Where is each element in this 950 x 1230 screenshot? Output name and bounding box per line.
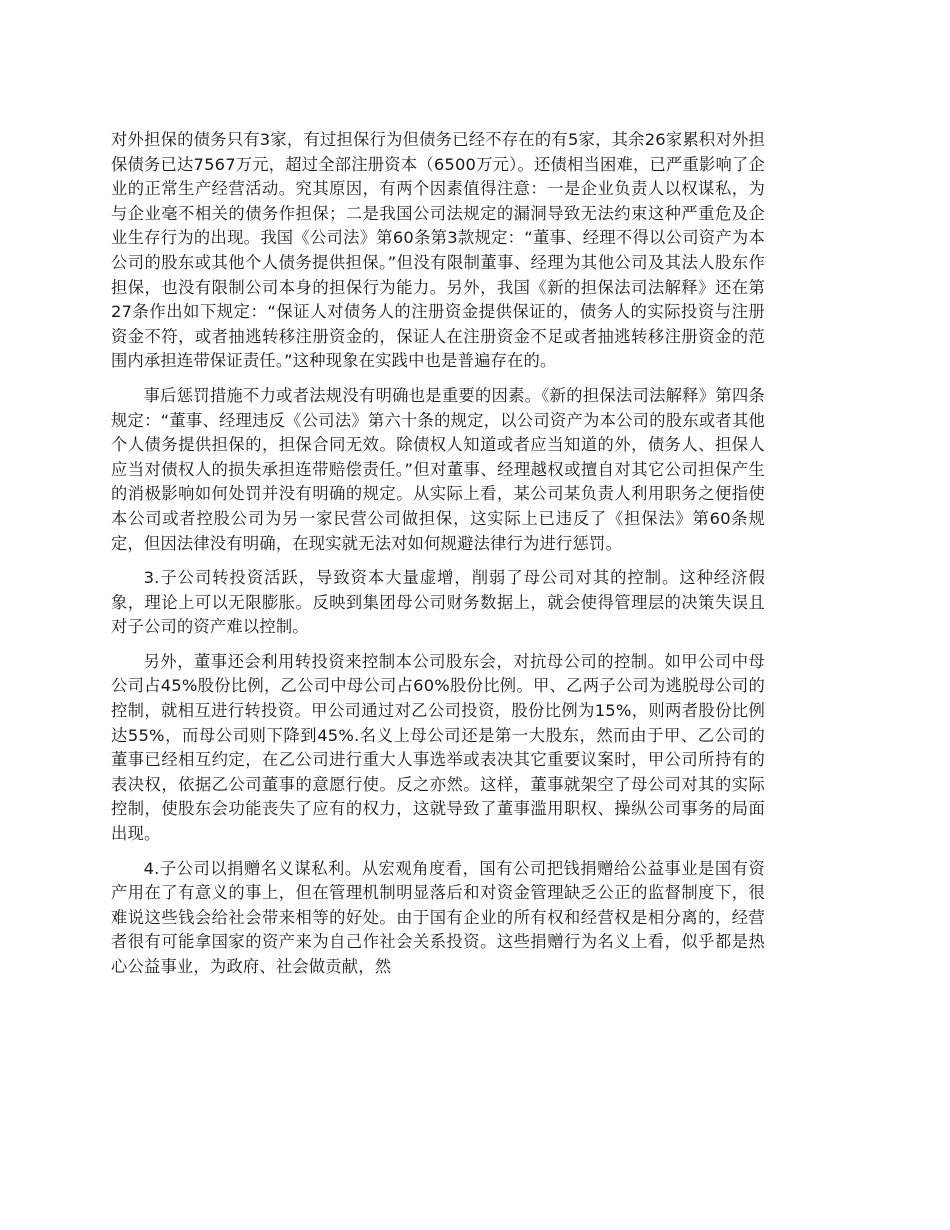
document-page (111, 128, 765, 990)
paragraph-2: 事后惩罚措施不力或者法规没有明确也是重要的因素。《新的担保法司法解释》第四条规定：“董事、经理违反《公司法》第六十条的规定，以公司资产为本公司的股东或者其他个人债务提供担保的，担保合同无效。除债权人知道或者应当知道的外，债务人、担保人应当对债权人的损失承担连带赔偿责任。”但对董事、经理越权或擅自对其它公司担保产生的消极影响如何处罚并没有明确的规定。从实际上看，某公司某负责人利用职务之便指使本公司或者控股公司为另一家民营公司做担保，这实际上已违反了《担保法》第60条规定，但因法律没有明确，在现实就无法对如何规避法律行为进行惩罚。 (111, 385, 765, 553)
paragraph-1: 对外担保的债务只有3家，有过担保行为但债务已经不存在的有5家，其余26家累积对外担保债务已达7567万元，超过全部注册资本（6500万元）。还债相当困难，已严重影响了企业的正常生产经营活动。究其原因，有两个因素值得注意：一是企业负责人以权谋私，为与企业毫不相关的债务作担保；二是我国公司法规定的漏洞导致无法约束这种严重危及企业生存行为的出现。我国《公司法》第60条第3款规定：“董事、经理不得以公司资产为本公司的股东或其他个人债务提供担保。”但没有限制董事、经理为其他公司及其法人股东作担保，也没有限制公司本身的担保行为能力。另外，我国《新的担保法司法解释》还在第27条作出如下规定：“保证人对债务人的注册资金提供保证的，债务人的实际投资与注册资金不符，或者抽逃转移注册资金的，保证人在注册资金不足或者抽逃转移注册资金的范围内承担连带保证责任。”这种现象在实践中也是普遍存在的。 (111, 130, 765, 371)
paragraph-5: 4.子公司以捐赠名义谋私利。从宏观角度看，国有公司把钱捐赠给公益事业是国有资产用在了有意义的事上，但在管理机制明显落后和对资金管理缺乏公正的监督制度下，很难说这些钱会给社会带来相等的好处。由于国有企业的所有权和经营权是相分离的，经营者很有可能拿国家的资产来为自己作社会关系投资。这些捐赠行为名义上看，似乎都是热心公益事业，为政府、社会做贡献，然 (111, 858, 765, 976)
paragraph-4: 另外，董事还会利用转投资来控制本公司股东会，对抗母公司的控制。如甲公司中母公司占45%股份比例，乙公司中母公司占60%股份比例。甲、乙两子公司为逃脱母公司的控制，就相互进行转投资。甲公司通过对乙公司投资，股份比例为15%，则两者股份比例达55%，而母公司则下降到45%.名义上母公司还是第一大股东，然而由于甲、乙公司的董事已经相互约定，在乙公司进行重大人事选举或表决其它重要议案时，甲公司所持有的表决权，依据乙公司董事的意愿行使。反之亦然。这样，董事就架空了母公司对其的实际控制，使股东会功能丧失了应有的权力，这就导致了董事滥用职权、操纵公司事务的局面出现。 (111, 651, 765, 844)
paragraph-3: 3.子公司转投资活跃，导致资本大量虚增，削弱了母公司对其的控制。这种经济假象，理论上可以无限膨胀。反映到集团母公司财务数据上，就会使得管理层的决策失误且对子公司的资产难以控制。 (111, 568, 765, 637)
